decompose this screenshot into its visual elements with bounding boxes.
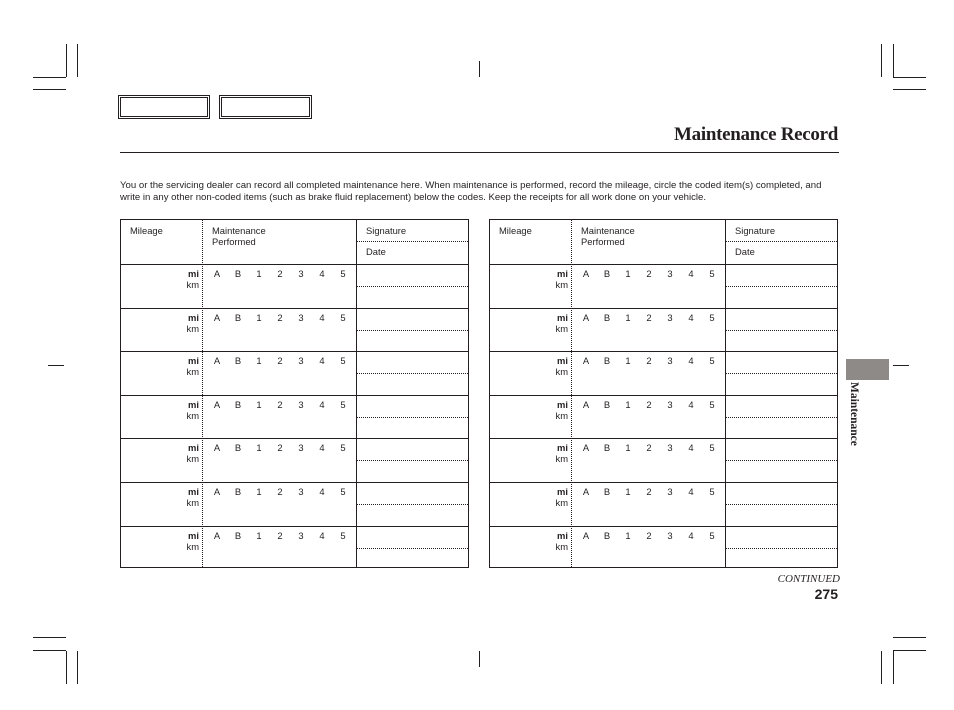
unit-mi-label: mi <box>188 486 199 497</box>
unit-km-label: km <box>555 409 568 421</box>
row-divider <box>490 264 837 265</box>
maintenance-code[interactable]: 4 <box>319 442 325 454</box>
maintenance-code[interactable]: 3 <box>667 398 673 410</box>
signature-date-divider <box>725 373 837 374</box>
unit-km-label: km <box>555 497 568 508</box>
maintenance-code[interactable]: 5 <box>340 398 346 410</box>
unit-mi-label: mi <box>557 398 568 410</box>
maintenance-code[interactable]: 3 <box>298 529 304 541</box>
maintenance-code[interactable]: 3 <box>298 268 304 279</box>
unit-mi-label: mi <box>557 268 568 279</box>
maintenance-code[interactable]: A <box>582 529 590 541</box>
row-divider <box>121 438 468 439</box>
signature-date-divider <box>725 286 837 287</box>
signature-date-divider <box>725 460 837 461</box>
maintenance-code[interactable]: 2 <box>277 268 283 279</box>
unit-km-label: km <box>555 453 568 465</box>
header-mileage: Mileage <box>130 225 163 236</box>
column-divider-mileage <box>571 220 572 567</box>
maintenance-code[interactable]: 1 <box>256 442 262 454</box>
signature-date-divider <box>725 417 837 418</box>
column-divider-signature <box>725 220 726 567</box>
maintenance-code[interactable]: 3 <box>298 442 304 454</box>
maintenance-code[interactable]: 2 <box>277 529 283 541</box>
maintenance-code[interactable]: 2 <box>277 311 283 323</box>
unit-km-label: km <box>186 366 199 378</box>
maintenance-code[interactable]: 3 <box>667 442 673 454</box>
maintenance-code[interactable]: A <box>582 398 590 410</box>
header-date-divider <box>356 241 468 242</box>
maintenance-code[interactable]: 3 <box>667 355 673 367</box>
row-divider <box>490 482 837 483</box>
column-divider-mileage <box>202 220 203 567</box>
maintenance-code[interactable]: 4 <box>319 529 325 541</box>
maintenance-code[interactable]: 1 <box>625 398 631 410</box>
unit-mi-label: mi <box>557 486 568 497</box>
maintenance-code[interactable]: 5 <box>709 268 715 279</box>
maintenance-code[interactable]: 2 <box>646 529 652 541</box>
maintenance-code[interactable]: 3 <box>667 311 673 323</box>
maintenance-code[interactable]: B <box>234 398 242 410</box>
row-divider <box>121 395 468 396</box>
maintenance-code[interactable]: 5 <box>709 442 715 454</box>
maintenance-code[interactable]: 4 <box>688 311 694 323</box>
maintenance-code[interactable]: 4 <box>688 398 694 410</box>
unit-km-label: km <box>555 366 568 378</box>
maintenance-code[interactable]: 5 <box>340 355 346 367</box>
maintenance-code[interactable]: 4 <box>319 486 325 497</box>
unit-km-label: km <box>555 540 568 552</box>
title-rule <box>120 152 839 153</box>
unit-mi-label: mi <box>188 355 199 367</box>
unit-km-label: km <box>555 322 568 334</box>
maintenance-code[interactable]: 1 <box>256 268 262 279</box>
column-divider-signature <box>356 220 357 567</box>
maintenance-code[interactable]: A <box>582 311 590 323</box>
signature-date-divider <box>725 504 837 505</box>
maintenance-code[interactable]: 3 <box>298 398 304 410</box>
maintenance-code[interactable]: B <box>603 529 611 541</box>
maintenance-code[interactable]: A <box>213 355 221 367</box>
maintenance-code[interactable]: B <box>234 268 242 279</box>
maintenance-code[interactable]: 5 <box>340 442 346 454</box>
row-divider <box>490 526 837 527</box>
maintenance-code[interactable]: 2 <box>277 486 283 497</box>
header-box-left <box>118 95 210 119</box>
unit-mi-label: mi <box>188 311 199 323</box>
maintenance-table-right <box>489 219 838 568</box>
row-divider <box>121 351 468 352</box>
maintenance-code[interactable]: 5 <box>340 311 346 323</box>
maintenance-code[interactable]: 4 <box>319 398 325 410</box>
header-date: Date <box>366 246 386 257</box>
unit-mi-label: mi <box>188 398 199 410</box>
maintenance-code[interactable]: B <box>603 355 611 367</box>
maintenance-code[interactable]: 4 <box>688 442 694 454</box>
maintenance-code[interactable]: B <box>603 398 611 410</box>
maintenance-code[interactable]: 2 <box>277 355 283 367</box>
unit-mi-label: mi <box>557 442 568 454</box>
unit-km-label: km <box>186 322 199 334</box>
unit-km-label: km <box>186 540 199 552</box>
maintenance-code[interactable]: A <box>213 529 221 541</box>
header-date-divider <box>725 241 837 242</box>
maintenance-code[interactable]: B <box>234 486 242 497</box>
maintenance-code[interactable]: 1 <box>625 355 631 367</box>
maintenance-code[interactable]: 4 <box>319 311 325 323</box>
maintenance-code[interactable]: 3 <box>667 529 673 541</box>
maintenance-code[interactable]: 4 <box>319 268 325 279</box>
maintenance-code[interactable]: 4 <box>688 486 694 497</box>
maintenance-code[interactable]: 3 <box>298 486 304 497</box>
signature-date-divider <box>356 460 468 461</box>
maintenance-code[interactable]: 5 <box>709 529 715 541</box>
signature-date-divider <box>725 330 837 331</box>
maintenance-code[interactable]: 2 <box>646 398 652 410</box>
signature-date-divider <box>356 330 468 331</box>
page-title: Maintenance Record <box>674 124 838 145</box>
maintenance-code[interactable]: 2 <box>646 486 652 497</box>
maintenance-code[interactable]: 5 <box>340 529 346 541</box>
maintenance-code[interactable]: B <box>603 311 611 323</box>
maintenance-code[interactable]: A <box>582 486 590 497</box>
maintenance-code[interactable]: 1 <box>256 398 262 410</box>
maintenance-code[interactable]: 1 <box>625 529 631 541</box>
maintenance-code[interactable]: B <box>603 268 611 279</box>
row-divider <box>121 482 468 483</box>
maintenance-code[interactable]: B <box>234 529 242 541</box>
maintenance-code[interactable]: B <box>603 486 611 497</box>
header-mileage: Mileage <box>499 225 532 236</box>
maintenance-code[interactable]: 1 <box>625 311 631 323</box>
maintenance-code[interactable]: A <box>213 398 221 410</box>
unit-mi-label: mi <box>188 529 199 541</box>
unit-mi-label: mi <box>557 311 568 323</box>
header-date: Date <box>735 246 755 257</box>
maintenance-code[interactable]: 5 <box>709 311 715 323</box>
maintenance-code[interactable]: B <box>603 442 611 454</box>
intro-paragraph: You or the servicing dealer can record all completed maintenance here. When maintenance is performed, record the mileage, circle the coded item(s) completed, and write in any other non-coded items (such as brake fluid replacement) below the codes. Keep the receipts for all work done on your vehicle. <box>120 180 822 203</box>
row-divider <box>490 438 837 439</box>
section-tab-label: Maintenance <box>848 382 860 446</box>
header-signature: Signature <box>735 225 776 236</box>
row-divider <box>121 264 468 265</box>
maintenance-code[interactable]: 5 <box>340 486 346 497</box>
maintenance-code[interactable]: 4 <box>319 355 325 367</box>
maintenance-code[interactable]: 1 <box>625 442 631 454</box>
maintenance-code[interactable]: 3 <box>667 268 673 279</box>
maintenance-code[interactable]: B <box>234 311 242 323</box>
signature-date-divider <box>356 417 468 418</box>
maintenance-code[interactable]: 2 <box>277 442 283 454</box>
maintenance-code[interactable]: B <box>234 442 242 454</box>
unit-km-label: km <box>186 279 199 290</box>
maintenance-code[interactable]: 5 <box>340 268 346 279</box>
maintenance-code[interactable]: A <box>213 442 221 454</box>
maintenance-code[interactable]: 5 <box>709 398 715 410</box>
maintenance-code[interactable]: 3 <box>667 486 673 497</box>
maintenance-code[interactable]: 4 <box>688 355 694 367</box>
maintenance-code[interactable]: 1 <box>625 268 631 279</box>
row-divider <box>121 308 468 309</box>
maintenance-code[interactable]: A <box>582 355 590 367</box>
maintenance-code[interactable]: B <box>234 355 242 367</box>
maintenance-code[interactable]: 1 <box>256 529 262 541</box>
maintenance-code[interactable]: 2 <box>277 398 283 410</box>
signature-date-divider <box>356 548 468 549</box>
maintenance-code[interactable]: 3 <box>298 311 304 323</box>
continued-label: CONTINUED <box>777 573 840 585</box>
unit-mi-label: mi <box>557 529 568 541</box>
maintenance-code[interactable]: 2 <box>646 268 652 279</box>
maintenance-code[interactable]: 4 <box>688 529 694 541</box>
maintenance-code[interactable]: A <box>213 268 221 279</box>
header-maintenance-performed: Maintenance Performed <box>212 225 266 247</box>
signature-date-divider <box>725 548 837 549</box>
maintenance-code[interactable]: 2 <box>646 355 652 367</box>
maintenance-code[interactable]: 5 <box>709 355 715 367</box>
row-divider <box>121 526 468 527</box>
header-box-right <box>219 95 312 119</box>
maintenance-code[interactable]: 1 <box>256 311 262 323</box>
row-divider <box>490 395 837 396</box>
page-number: 275 <box>814 586 838 602</box>
unit-mi-label: mi <box>188 268 199 279</box>
maintenance-code[interactable]: 3 <box>298 355 304 367</box>
maintenance-code[interactable]: 2 <box>646 442 652 454</box>
maintenance-code[interactable]: 5 <box>709 486 715 497</box>
header-signature: Signature <box>366 225 407 236</box>
unit-mi-label: mi <box>557 355 568 367</box>
unit-km-label: km <box>555 279 568 290</box>
unit-km-label: km <box>186 453 199 465</box>
unit-km-label: km <box>186 497 199 508</box>
header-maintenance-performed: Maintenance Performed <box>581 225 635 247</box>
maintenance-code[interactable]: A <box>213 486 221 497</box>
maintenance-code[interactable]: 4 <box>688 268 694 279</box>
maintenance-code[interactable]: A <box>582 268 590 279</box>
maintenance-table-left <box>120 219 469 568</box>
maintenance-code[interactable]: 1 <box>625 486 631 497</box>
maintenance-code[interactable]: A <box>582 442 590 454</box>
signature-date-divider <box>356 504 468 505</box>
section-tab <box>846 359 889 380</box>
maintenance-code[interactable]: A <box>213 311 221 323</box>
unit-mi-label: mi <box>188 442 199 454</box>
unit-km-label: km <box>186 409 199 421</box>
signature-date-divider <box>356 373 468 374</box>
row-divider <box>490 351 837 352</box>
maintenance-code[interactable]: 1 <box>256 486 262 497</box>
maintenance-code[interactable]: 1 <box>256 355 262 367</box>
maintenance-code[interactable]: 2 <box>646 311 652 323</box>
signature-date-divider <box>356 286 468 287</box>
row-divider <box>490 308 837 309</box>
